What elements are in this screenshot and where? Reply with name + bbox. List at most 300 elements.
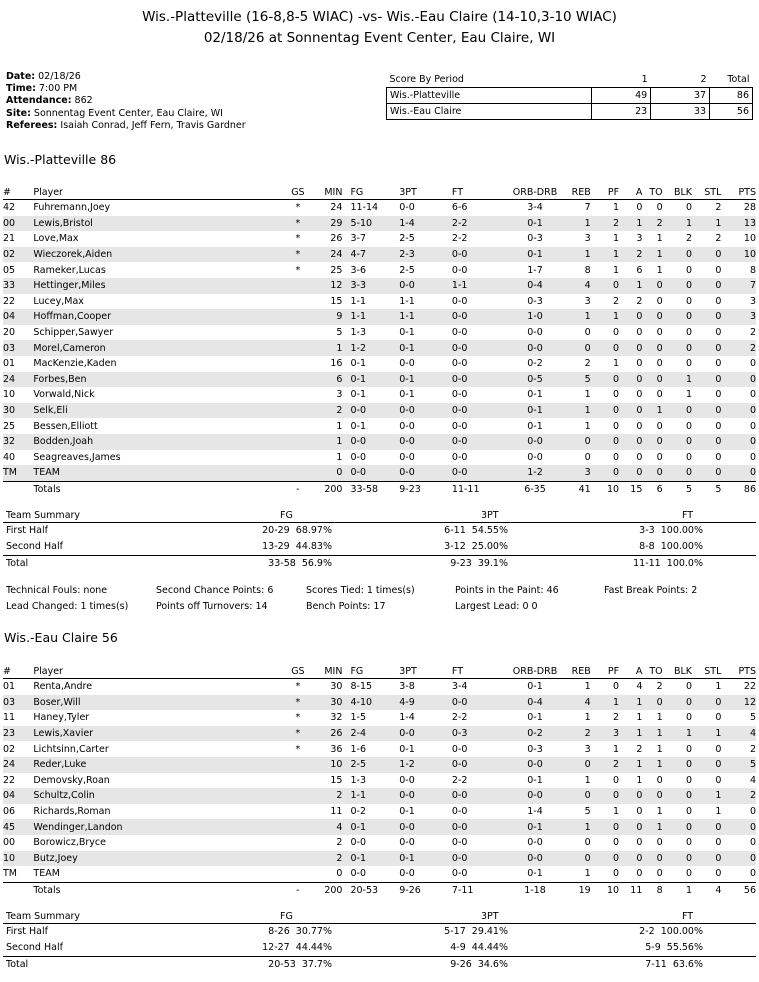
stat-cell: 0 [565,434,590,450]
stat-cell: 0 [642,278,662,294]
stat-cell: 0 [309,465,342,481]
stat-cell: 0 [663,819,692,835]
stat-cell: * [295,743,301,755]
stat-cell: 0-0 [505,434,566,450]
stat-cell: 2-5 [342,757,399,773]
stat-cell: 0-1 [399,806,415,818]
player-row [3,679,756,695]
stat-cell: 0-1 [350,389,366,401]
stat-cell: 0-0 [452,866,505,882]
stat-cell: 0 [692,851,721,867]
stat-cell [287,278,309,294]
stat-cell: 0-0 [399,837,415,849]
summary-cell: 20-29 68.97% [262,525,332,536]
stat-cell: 0-0 [452,819,505,835]
stat-cell: 0 [613,774,620,786]
info-line [6,95,246,107]
stat-cell [287,450,309,466]
info-label: Attendance: [6,95,72,107]
stat-cell: 0 [749,420,756,432]
stat-cell: * [287,216,309,232]
stat-cell: 0-4 [505,695,566,711]
stat-cell: 3-3 [342,278,399,294]
stat-cell: 0 [749,451,756,463]
summary-cell: 11-11 100.0% [633,557,703,569]
stat-cell: 28 [743,202,756,214]
stat-cell: 2 [636,295,643,307]
totals-cell: 41 [578,484,591,496]
stat-cell: 0 [619,340,642,356]
stat-cell: 0 [619,434,642,450]
stat-cell [287,340,309,356]
stat-cell: 0 [565,757,590,773]
box-score-table-eau-claire [3,664,756,899]
stat-cell: 0 [715,837,722,849]
stat-cell: 0 [591,866,619,882]
stat-cell: 0 [685,264,693,276]
stat-cell: 0-0 [452,465,505,481]
stat-cell: 3 [721,309,756,325]
stat-cell: 0 [663,851,692,867]
stat-cell: 1 [565,819,590,835]
stat-cell: 15 [330,774,343,786]
scores-tied: Scores Tied: 1 times(s) [306,585,415,596]
summary-cell: 6-11 54.55% [444,525,508,536]
stat-cell: 0 [619,866,642,882]
stat-cell: 0 [692,340,721,356]
stat-cell: 0-0 [342,434,399,450]
stat-cell: 1 [613,358,620,370]
stat-cell: 3 [336,389,343,401]
column-header: ORB-DRB [505,664,566,679]
stat-cell: 0 [663,788,692,804]
stat-cell: 2 [619,247,642,263]
stat-cell: Bessen,Elliott [33,420,98,432]
stat-cell: 0 [613,837,620,849]
stat-cell: 04 [3,309,33,325]
stat-cell: Fuhremann,Joey [33,202,111,214]
stat-cell: 32 [330,712,343,724]
stat-cell: 1 [613,264,620,276]
stat-cell: 0-0 [452,851,505,867]
stat-cell [287,434,309,450]
stat-cell: 0 [715,327,722,339]
team-summary-platteville [3,509,756,571]
column-header: FG [342,185,399,200]
summary-cell: 7-11 63.6% [645,958,703,970]
stat-cell [287,866,309,882]
stat-cell: 0-0 [399,465,452,481]
stat-cell: 0 [663,340,692,356]
summary-cell: 3-12 25.00% [444,540,508,552]
stat-cell: 3-4 [527,202,543,214]
stat-cell: 0 [749,806,756,818]
stat-cell: 1 [656,743,663,755]
stat-cell: 0-0 [505,340,566,356]
totals-row [3,882,756,899]
column-header: PF [591,664,619,679]
stat-cell: 10 [3,389,16,401]
stat-cell: 0 [613,327,620,339]
summary-header-cell: FG [280,510,293,521]
stat-cell: 11 [3,712,16,724]
stat-cell: 1 [584,420,591,432]
stat-cell: 0-0 [342,866,399,882]
player-row [3,309,756,325]
stat-cell: 13 [721,216,756,232]
stat-cell: 0 [685,681,693,693]
stat-cell: 21 [3,233,16,245]
player-row [3,851,756,867]
stat-cell [287,835,309,851]
totals-cell [3,882,33,899]
stat-cell [287,356,309,372]
stat-cell: 1 [663,216,692,232]
stat-cell: 0-0 [399,819,452,835]
stat-cell: 0 [692,866,721,882]
stat-cell: 0-2 [527,358,543,370]
stat-cell: * [295,712,301,724]
stat-cell: 42 [3,202,16,214]
stat-cell: 2 [749,327,756,339]
stat-cell [287,757,309,773]
summary-header-cell: Team Summary [6,510,81,521]
stat-cell: 0-1 [527,774,543,786]
stat-cell: 5 [749,712,756,724]
stat-cell: * [287,726,309,742]
stat-cell: 2 [309,788,342,804]
totals-cell: 8 [656,885,663,897]
stat-cell: 0-0 [505,757,566,773]
summary-header [3,910,756,924]
stat-cell [287,325,309,341]
info-label: Site: [6,107,31,119]
stat-cell: 0-0 [399,278,452,294]
stat-cell: 2-2 [451,712,468,724]
stat-cell: 1-4 [527,806,543,818]
stat-cell: 0-0 [399,434,452,450]
stat-cell: 0 [591,788,619,804]
totals-row [3,481,756,498]
stat-cell: 0-0 [451,295,468,307]
summary-row [3,940,756,956]
stat-cell: 3 [584,743,591,755]
stat-cell: 0-0 [527,837,543,849]
info-line [6,83,246,95]
player-row [3,216,756,232]
stat-cell: 0 [685,712,693,724]
totals-cell: 9-23 [399,484,421,496]
stat-cell: 25 [3,420,16,432]
totals-cell: 15 [630,484,643,496]
stat-cell: 0-0 [342,465,399,481]
stat-cell: 2-2 [451,233,468,245]
stat-cell: 02 [3,247,33,263]
stat-cell: 2 [591,216,619,232]
player-row [3,465,756,481]
stat-cell: 40 [3,451,16,463]
stat-cell: 0 [591,278,619,294]
stat-cell: 0-1 [527,420,543,432]
stat-cell: 0-0 [399,202,415,214]
stat-cell: 2 [721,788,756,804]
stat-cell: 0 [692,695,721,711]
summary-cell: 20-53 37.7% [268,958,332,970]
stat-cell: 0-3 [527,295,543,307]
player-row [3,247,756,263]
stat-cell: 2 [715,233,722,245]
stat-cell: Richards,Roman [33,806,111,818]
stat-cell: 4-7 [342,247,399,263]
stat-cell: 0 [663,757,692,773]
lead-changed: Lead Changed: 1 times(s) [6,601,129,612]
stat-cell: 0-0 [451,451,468,463]
period-header: 1 [641,74,648,85]
stat-cell: 0-1 [505,247,566,263]
stat-cell: 8-15 [350,681,373,693]
stat-cell: 33 [3,278,33,294]
stat-cell: 9 [309,309,342,325]
column-header: STL [692,185,721,200]
period-header: 2 [700,74,707,85]
totals-cell: 1-18 [524,885,546,897]
totals-cell: 11 [630,885,643,897]
stat-cell: 11-14 [350,202,379,214]
stat-cell: 0 [715,295,722,307]
stat-cell: 0 [721,465,756,481]
totals-cell: - [296,885,300,897]
stat-cell: 0 [656,295,663,307]
stat-cell: 1-1 [452,278,505,294]
stat-cell: 1-1 [399,295,415,307]
bench-points: Bench Points: 17 [306,601,386,612]
stat-cell: 0-0 [451,389,468,401]
stat-cell: 30 [3,403,33,419]
summary-header-cell: 3PT [481,911,499,922]
period-score: 23 [592,104,651,120]
stat-cell: 0 [565,851,590,867]
summary-cell: Second Half [6,941,63,953]
player-row [3,450,756,466]
stat-cell [287,309,309,325]
stat-cell: 11 [330,806,343,818]
stat-cell: Rameker,Lucas [33,264,106,276]
summary-cell: Total [6,557,29,569]
stat-cell [287,819,309,835]
stat-cell: 2 [636,743,643,755]
stat-cell: 3 [565,465,590,481]
stat-cell: 0 [613,420,620,432]
stat-cell: 0 [613,681,620,693]
stat-cell: 0-2 [505,726,566,742]
stat-cell: 0 [636,327,643,339]
stat-cell: 6 [309,372,342,388]
column-header: # [3,664,33,679]
stat-cell: * [287,695,309,711]
player-row [3,200,756,216]
stat-cell: 7 [584,202,591,214]
stat-cell: 1 [584,712,591,724]
stat-cell: 0-3 [527,233,543,245]
summary-cell: First Half [6,525,48,536]
stat-cell: Schultz,Colin [33,788,286,804]
stat-cell: 0-4 [505,278,566,294]
stat-cell: 1 [613,233,620,245]
team-heading-home: Wis.-Platteville 86 [4,152,117,167]
period-score: 37 [651,88,710,104]
summary-header [3,509,756,523]
stat-cell: Hettinger,Miles [33,278,286,294]
stat-cell: 0-0 [342,403,399,419]
totals-cell: 86 [743,484,756,496]
stat-cell: 1 [636,712,643,724]
stat-cell: 1-4 [399,216,452,232]
stat-cell: 0 [685,774,693,786]
summary-row [3,956,756,973]
stat-cell: 1 [656,264,663,276]
stat-cell: TEAM [33,866,286,882]
stat-cell: 0 [749,389,756,401]
stat-cell: 3-4 [451,681,468,693]
totals-cell: 6 [656,484,663,496]
player-row [3,804,756,820]
stat-cell: 1 [642,247,662,263]
stat-cell: 3 [584,295,591,307]
stat-cell: 1 [619,695,642,711]
summary-cell: Second Half [6,540,63,552]
column-header: Player [33,185,286,200]
period-header: Total [727,74,750,85]
stat-cell: 7 [721,278,756,294]
stat-cell: 0-1 [527,712,543,724]
stat-cell: Renta,Andre [33,681,93,693]
stat-cell: 0 [656,358,663,370]
stat-cell: 0-0 [527,327,543,339]
column-header: A [619,664,642,679]
team-heading-visitor: Wis.-Eau Claire 56 [4,630,118,645]
stat-cell: 1 [685,389,693,401]
stat-cell: Butz,Joey [33,851,286,867]
stat-cell: 0 [685,420,693,432]
summary-cell: 8-26 30.77% [268,926,332,937]
stat-cell: 1 [613,806,620,818]
stat-cell: 30 [309,695,342,711]
stat-cell: 0 [642,851,662,867]
stat-cell [287,387,309,403]
summary-cell: 3-3 100.00% [639,525,703,536]
stat-cell: 1 [656,233,663,245]
stat-cell: 1 [613,743,620,755]
stat-cell: 1 [584,774,591,786]
info-label: Referees: [6,119,58,131]
info-value: Isaiah Conrad, Jeff Fern, Travis Gardner [60,119,246,131]
stat-cell: 0 [721,851,756,867]
stat-cell: 6-6 [451,202,468,214]
stat-cell: 0-0 [452,403,505,419]
totals-cell: 10 [607,885,620,897]
stat-cell: Wendinger,Landon [33,819,286,835]
points-in-paint: Points in the Paint: 46 [455,585,559,596]
stat-cell: 10 [3,851,33,867]
stat-cell: 5-10 [342,216,399,232]
player-row [3,325,756,341]
info-label: Time: [6,83,36,95]
info-value: 02/18/26 [38,71,81,82]
totals-cell: 11-11 [451,484,480,496]
stat-cell: Demovsky,Roan [33,774,110,786]
stat-cell: 4 [565,695,590,711]
stat-cell: 22 [743,681,756,693]
stat-cell: 0-0 [350,837,366,849]
stat-cell: 05 [3,264,16,276]
stat-cell: Haney,Tyler [33,712,90,724]
stat-cell: 5 [584,806,591,818]
stat-cell: 0 [685,806,693,818]
stat-cell: 1 [642,757,662,773]
stat-cell: 0 [692,465,721,481]
period-header: Score By Period [389,74,464,85]
totals-cell: 20-53 [350,885,379,897]
column-header-row [3,185,756,200]
stat-cell: 1-4 [399,712,415,724]
period-score: 56 [710,104,753,120]
stat-cell: 0 [656,327,663,339]
box-score-table-platteville [3,185,756,498]
summary-row [3,555,756,572]
stat-cell: 26 [309,726,342,742]
stat-cell: 1 [656,712,663,724]
summary-cell: Total [6,958,29,970]
stat-cell: 0-0 [505,851,566,867]
stat-cell: 1-0 [505,309,566,325]
stat-cell: 0 [721,866,756,882]
stat-cell: 1 [591,695,619,711]
stat-cell: 1-1 [350,295,366,307]
stat-cell: 2 [721,340,756,356]
stat-cell: 0 [692,372,721,388]
stat-cell: 0-1 [342,819,399,835]
stat-cell: 0 [692,278,721,294]
stat-cell: Morel,Cameron [33,340,286,356]
summary-cell: 8-8 100.00% [639,540,703,552]
score-row [387,104,753,120]
column-header: BLK [663,185,692,200]
column-header: GS [287,664,309,679]
stat-cell: 0 [685,295,693,307]
stat-cell: 0 [692,819,721,835]
stat-cell: 1 [636,774,643,786]
stat-cell: 0-0 [451,743,468,755]
stat-cell: 1 [619,278,642,294]
second-chance-points: Second Chance Points: 6 [156,585,274,596]
stat-cell [287,851,309,867]
stat-cell: 26 [330,233,343,245]
totals-cell: 5 [685,484,693,496]
stat-cell: 1 [565,216,590,232]
column-header: TO [642,185,662,200]
stat-cell: 0 [721,434,756,450]
stat-cell: 30 [330,681,343,693]
stat-cell: 0 [715,712,722,724]
stat-cell: 0-0 [399,866,452,882]
stat-cell: 2 [715,202,722,214]
stat-cell: 0 [619,309,642,325]
stat-cell: 2 [309,403,342,419]
stat-cell: 1 [565,866,590,882]
summary-cell: First Half [6,926,48,937]
stat-cell: 0 [656,420,663,432]
column-header-row [3,664,756,679]
